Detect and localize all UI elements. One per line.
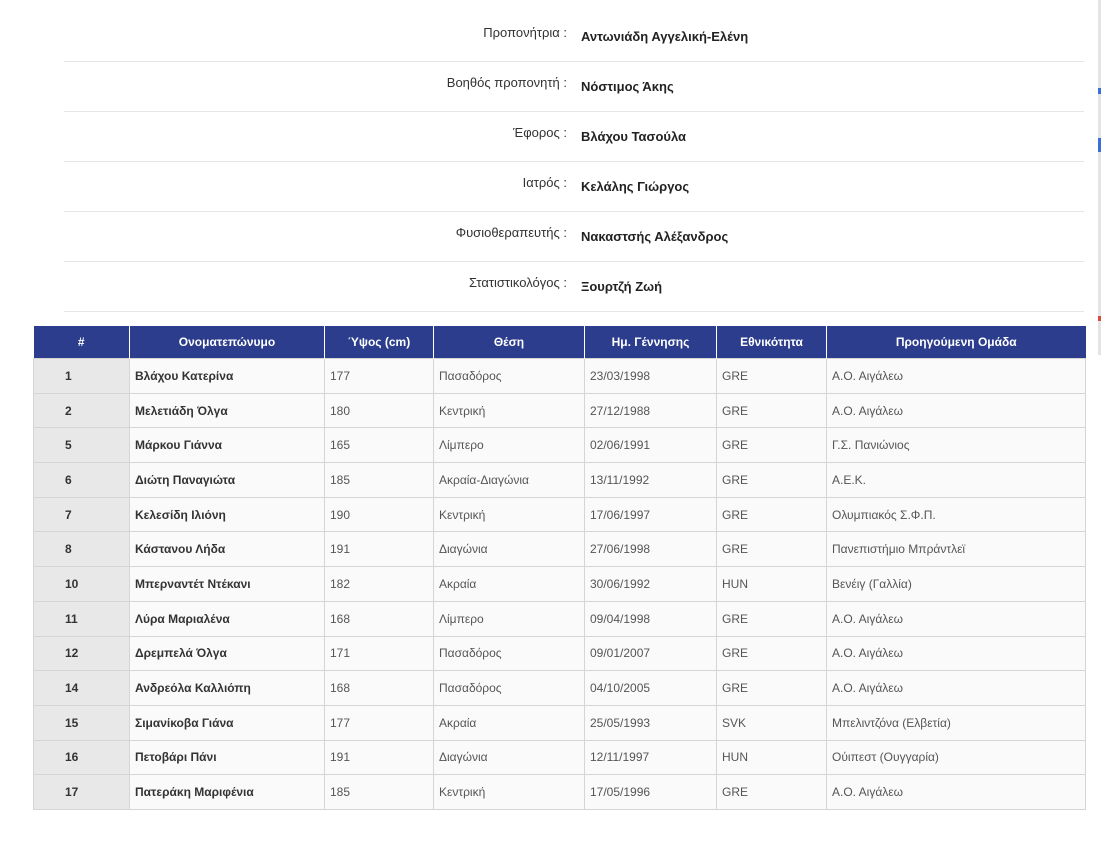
cell-previous-team: Α.Ο. Αιγάλεω	[827, 636, 1086, 671]
cell-height: 168	[325, 671, 434, 706]
cell-name: Κάστανου Λήδα	[130, 532, 325, 567]
cell-number: 15	[34, 705, 130, 740]
roster-table	[33, 326, 1086, 810]
cell-previous-team: Πανεπιστήμιο Μπράντλεϊ	[827, 532, 1086, 567]
staff-row-statistician	[64, 262, 1084, 312]
table-row	[34, 636, 1086, 671]
cell-previous-team: Α.Ο. Αιγάλεω	[827, 359, 1086, 394]
cell-name: Κελεσίδη Ιλιόνη	[130, 497, 325, 532]
cell-name: Βλάχου Κατερίνα	[130, 359, 325, 394]
table-row	[34, 428, 1086, 463]
cell-number: 16	[34, 740, 130, 775]
cell-birthdate: 17/06/1997	[585, 497, 717, 532]
header-height: Ύψος (cm)	[325, 326, 434, 359]
staff-value: Ξουρτζή Ζωή	[581, 279, 663, 294]
table-row	[34, 532, 1086, 567]
cell-height: 191	[325, 740, 434, 775]
staff-row-doctor	[64, 162, 1084, 212]
cell-position: Κεντρική	[434, 497, 585, 532]
header-number: #	[34, 326, 130, 359]
cell-height: 185	[325, 463, 434, 498]
staff-row-assistant-coach	[64, 62, 1084, 112]
cell-previous-team: Α.Ε.Κ.	[827, 463, 1086, 498]
cell-nationality: GRE	[717, 775, 827, 810]
cell-nationality: HUN	[717, 740, 827, 775]
cell-birthdate: 17/05/1996	[585, 775, 717, 810]
cell-previous-team: Βενέιγ (Γαλλία)	[827, 567, 1086, 602]
staff-row-manager	[64, 112, 1084, 162]
cell-height: 177	[325, 359, 434, 394]
staff-value: Βλάχου Τασούλα	[581, 129, 687, 144]
staff-value: Νόστιμος Άκης	[581, 79, 674, 94]
cell-position: Πασαδόρος	[434, 671, 585, 706]
cell-height: 190	[325, 497, 434, 532]
header-nationality: Εθνικότητα	[717, 326, 827, 359]
cell-birthdate: 12/11/1997	[585, 740, 717, 775]
cell-nationality: GRE	[717, 497, 827, 532]
cell-number: 1	[34, 359, 130, 394]
staff-value: Αντωνιάδη Αγγελική-Ελένη	[581, 29, 749, 44]
cell-position: Διαγώνια	[434, 740, 585, 775]
cell-previous-team: Ολυμπιακός Σ.Φ.Π.	[827, 497, 1086, 532]
cell-nationality: GRE	[717, 359, 827, 394]
table-row	[34, 567, 1086, 602]
cell-nationality: GRE	[717, 463, 827, 498]
cell-position: Ακραία	[434, 705, 585, 740]
header-name: Ονοματεπώνυμο	[130, 326, 325, 359]
table-row	[34, 705, 1086, 740]
cell-height: 165	[325, 428, 434, 463]
cell-height: 168	[325, 601, 434, 636]
cell-number: 11	[34, 601, 130, 636]
cell-previous-team: Α.Ο. Αιγάλεω	[827, 393, 1086, 428]
staff-row-physiotherapist	[64, 212, 1084, 262]
cell-birthdate: 09/04/1998	[585, 601, 717, 636]
table-row	[34, 671, 1086, 706]
cell-nationality: GRE	[717, 532, 827, 567]
cell-birthdate: 09/01/2007	[585, 636, 717, 671]
cell-position: Κεντρική	[434, 393, 585, 428]
cell-nationality: GRE	[717, 393, 827, 428]
cell-height: 180	[325, 393, 434, 428]
cell-position: Ακραία	[434, 567, 585, 602]
cell-height: 177	[325, 705, 434, 740]
cell-number: 10	[34, 567, 130, 602]
table-row	[34, 393, 1086, 428]
cell-number: 6	[34, 463, 130, 498]
cell-previous-team: Α.Ο. Αιγάλεω	[827, 671, 1086, 706]
cell-birthdate: 27/06/1998	[585, 532, 717, 567]
cell-previous-team: Γ.Σ. Πανιώνιος	[827, 428, 1086, 463]
cell-nationality: GRE	[717, 636, 827, 671]
cell-height: 185	[325, 775, 434, 810]
cell-name: Μάρκου Γιάννα	[130, 428, 325, 463]
cell-name: Διώτη Παναγιώτα	[130, 463, 325, 498]
cell-position: Ακραία-Διαγώνια	[434, 463, 585, 498]
table-row	[34, 359, 1086, 394]
cell-number: 12	[34, 636, 130, 671]
header-birthdate: Ημ. Γέννησης	[585, 326, 717, 359]
cell-name: Πετοβάρι Πάνι	[130, 740, 325, 775]
staff-value: Κελάλης Γιώργος	[581, 179, 690, 194]
cell-name: Λύρα Μαριαλένα	[130, 601, 325, 636]
cell-nationality: GRE	[717, 428, 827, 463]
staff-label: Βοηθός προπονητή :	[446, 75, 567, 90]
table-row	[34, 463, 1086, 498]
cell-nationality: HUN	[717, 567, 827, 602]
table-row	[34, 740, 1086, 775]
cell-previous-team: Α.Ο. Αιγάλεω	[827, 601, 1086, 636]
cell-position: Διαγώνια	[434, 532, 585, 567]
table-row	[34, 497, 1086, 532]
staff-row-coach	[64, 12, 1084, 62]
cell-nationality: SVK	[717, 705, 827, 740]
header-position: Θέση	[434, 326, 585, 359]
staff-value: Νακαστσής Αλέξανδρος	[581, 229, 729, 244]
table-row	[34, 601, 1086, 636]
header-previous-team: Προηγούμενη Ομάδα	[827, 326, 1086, 359]
cell-number: 5	[34, 428, 130, 463]
cell-number: 2	[34, 393, 130, 428]
staff-label: Έφορος :	[513, 125, 567, 140]
staff-label: Προπονήτρια :	[483, 25, 567, 40]
cell-height: 171	[325, 636, 434, 671]
table-row	[34, 775, 1086, 810]
cell-height: 182	[325, 567, 434, 602]
cell-position: Πασαδόρος	[434, 636, 585, 671]
cell-number: 8	[34, 532, 130, 567]
cell-name: Σιμανίκοβα Γιάνα	[130, 705, 325, 740]
staff-label: Στατιστικολόγος :	[468, 275, 567, 290]
cell-previous-team: Ούιπεστ (Ουγγαρία)	[827, 740, 1086, 775]
staff-list	[64, 12, 1084, 312]
cell-name: Μπερναντέτ Ντέκανι	[130, 567, 325, 602]
cell-birthdate: 04/10/2005	[585, 671, 717, 706]
cell-birthdate: 02/06/1991	[585, 428, 717, 463]
cell-name: Μελετιάδη Όλγα	[130, 393, 325, 428]
cell-name: Δρεμπελά Όλγα	[130, 636, 325, 671]
cell-number: 7	[34, 497, 130, 532]
cell-birthdate: 30/06/1992	[585, 567, 717, 602]
staff-label: Φυσιοθεραπευτής :	[455, 225, 567, 240]
cell-position: Λίμπερο	[434, 428, 585, 463]
cell-number: 17	[34, 775, 130, 810]
cell-number: 14	[34, 671, 130, 706]
cell-birthdate: 23/03/1998	[585, 359, 717, 394]
cell-nationality: GRE	[717, 601, 827, 636]
cell-birthdate: 27/12/1988	[585, 393, 717, 428]
cell-previous-team: Α.Ο. Αιγάλεω	[827, 775, 1086, 810]
cell-nationality: GRE	[717, 671, 827, 706]
cell-birthdate: 25/05/1993	[585, 705, 717, 740]
cell-height: 191	[325, 532, 434, 567]
cell-position: Πασαδόρος	[434, 359, 585, 394]
cell-name: Πατεράκη Μαριφένια	[130, 775, 325, 810]
cell-name: Ανδρεόλα Καλλιόπη	[130, 671, 325, 706]
cell-position: Λίμπερο	[434, 601, 585, 636]
roster-header-row	[34, 326, 1086, 359]
cell-birthdate: 13/11/1992	[585, 463, 717, 498]
cell-previous-team: Μπελιντζόνα (Ελβετία)	[827, 705, 1086, 740]
cell-position: Κεντρική	[434, 775, 585, 810]
staff-label: Ιατρός :	[522, 175, 567, 190]
